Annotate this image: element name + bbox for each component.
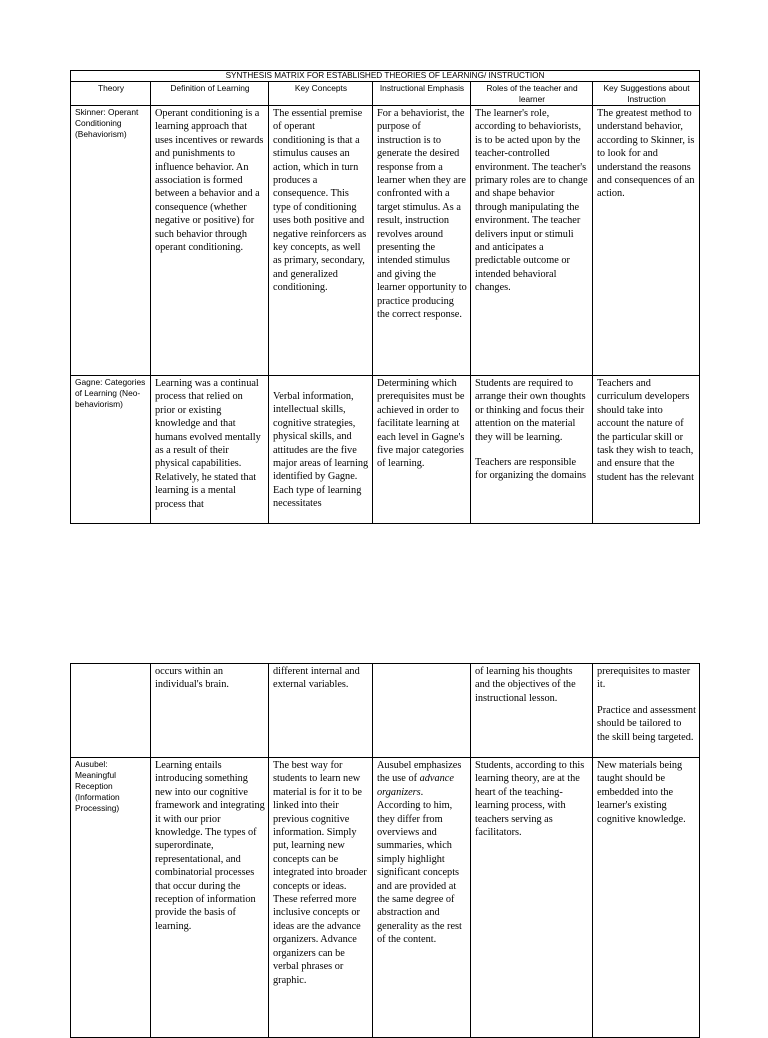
- definition-cell: Operant conditioning is a learning approach that uses incentives or rewards and punishments to influence behavior. An association is formed between a behavior and a consequence (whether negative or positive) for such behavior through operant conditioning.: [151, 106, 269, 376]
- definition-cell: Learning entails introducing something new into our cognitive framework and integrating it with our prior knowledge. The types of superordinate, representational, and combinatorial processes that occur during the reception of information provide the basis of learning.: [151, 758, 269, 1038]
- suggestions-paragraph: prerequisites to master it.: [597, 666, 691, 691]
- emphasis-text: . According to him, they differ from overviews and summaries, which simply highlight significant concepts and are provided at the same degree of abstraction and generality as the rest of the content.: [377, 786, 462, 946]
- synthesis-matrix-table-bottom: [70, 663, 700, 1038]
- theory-cell: Gagne: Categories of Learning (Neo-behaviorism): [71, 376, 151, 524]
- emphasis-italic-term: advance organizers: [377, 773, 454, 798]
- header-theory: Theory: [71, 82, 151, 106]
- definition-cell: Learning was a continual process that relied on prior or existing knowledge and that humans evolved mentally as a result of their physical capabilities. Relatively, he stated that learning is a mental process that: [151, 376, 269, 524]
- table-title: SYNTHESIS MATRIX FOR ESTABLISHED THEORIES OF LEARNING/ INSTRUCTION: [71, 71, 700, 82]
- suggestions-paragraph: Practice and assessment should be tailored to the skill being targeted.: [597, 704, 696, 743]
- suggestions-cell: New materials being taught should be embedded into the learner's existing cognitive knowledge.: [593, 758, 700, 1038]
- table-row-gagne: [71, 376, 700, 524]
- theory-cell: [71, 664, 151, 758]
- suggestions-cell: [593, 664, 700, 758]
- concepts-cell: [269, 376, 373, 524]
- synthesis-matrix-table-top: [70, 70, 700, 524]
- suggestions-cell: The greatest method to understand behavior, according to Skinner, is to look for and understand the reasons and consequences of an action.: [593, 106, 700, 376]
- roles-cell: [471, 376, 593, 524]
- roles-cell: Students, according to this learning theory, are at the heart of the teaching-learning process, with teachers serving as facilitators.: [471, 758, 593, 1038]
- header-roles: Roles of the teacher and learner: [471, 82, 593, 106]
- emphasis-text: Ausubel emphasizes the use of: [377, 760, 462, 785]
- theory-cell: Ausubel: Meaningful Reception (Information Processing): [71, 758, 151, 1038]
- roles-paragraph: Teachers are responsible for organizing the domains: [475, 457, 587, 482]
- roles-paragraph: Students are required to arrange their own thoughts or thinking and focus their attention on the material they will be learning.: [475, 378, 586, 443]
- header-definition: Definition of Learning: [151, 82, 269, 106]
- roles-cell: The learner's role, according to behaviorists, is to be acted upon by the teacher-controlled environment. The teacher's primary roles are to change and shape behavior through manipulating the environment. The teacher delivers input or stimuli and anticipates a predictable outcome or intended behavioral changes.: [471, 106, 593, 376]
- header-key-concepts: Key Concepts: [269, 82, 373, 106]
- roles-cell: of learning his thoughts and the objectives of the instructional lesson.: [471, 664, 593, 758]
- concepts-cell: The essential premise of operant conditioning is that a stimulus causes an action, which in turn produces a consequence. This type of conditioning uses both positive and negative reinforcers as key concepts, as well as primary, secondary, and generalized conditioning.: [269, 106, 373, 376]
- header-key-suggestions: Key Suggestions about Instruction: [593, 82, 700, 106]
- header-instructional-emphasis: Instructional Emphasis: [373, 82, 471, 106]
- emphasis-cell: Determining which prerequisites must be achieved in order to facilitate learning at each level in Gagne's five major categories of learning.: [373, 376, 471, 524]
- table-row-ausubel: [71, 758, 700, 1038]
- table-row-gagne-continued: [71, 664, 700, 758]
- emphasis-cell: [373, 664, 471, 758]
- suggestions-cell: Teachers and curriculum developers should take into account the nature of the particular skill or task they wish to teach, and ensure that the student has the relevant: [593, 376, 700, 524]
- definition-cell: occurs within an individual's brain.: [151, 664, 269, 758]
- concepts-cell: The best way for students to learn new material is for it to be linked into their previous cognitive information. Simply put, learning new concepts can be integrated into broader concepts or ideas. These referred more inclusive concepts or ideas are the advance organizers. Advance organizers can be verbal phrases or graphic.: [269, 758, 373, 1038]
- emphasis-cell: [373, 758, 471, 1038]
- table-row-skinner: [71, 106, 700, 376]
- emphasis-cell: For a behaviorist, the purpose of instruction is to generate the desired response from a learner when they are confronted with a target stimulus. As a result, instruction revolves around presenting the intended stimulus and giving the learner opportunity to practice producing the correct response.: [373, 106, 471, 376]
- concepts-cell: different internal and external variables.: [269, 664, 373, 758]
- concepts-text: Verbal information, intellectual skills, cognitive strategies, physical skills, and attitudes are the five major areas of learning identified by Gagne. Each type of learning necessitates: [273, 391, 369, 510]
- theory-cell: Skinner: Operant Conditioning (Behaviorism): [71, 106, 151, 376]
